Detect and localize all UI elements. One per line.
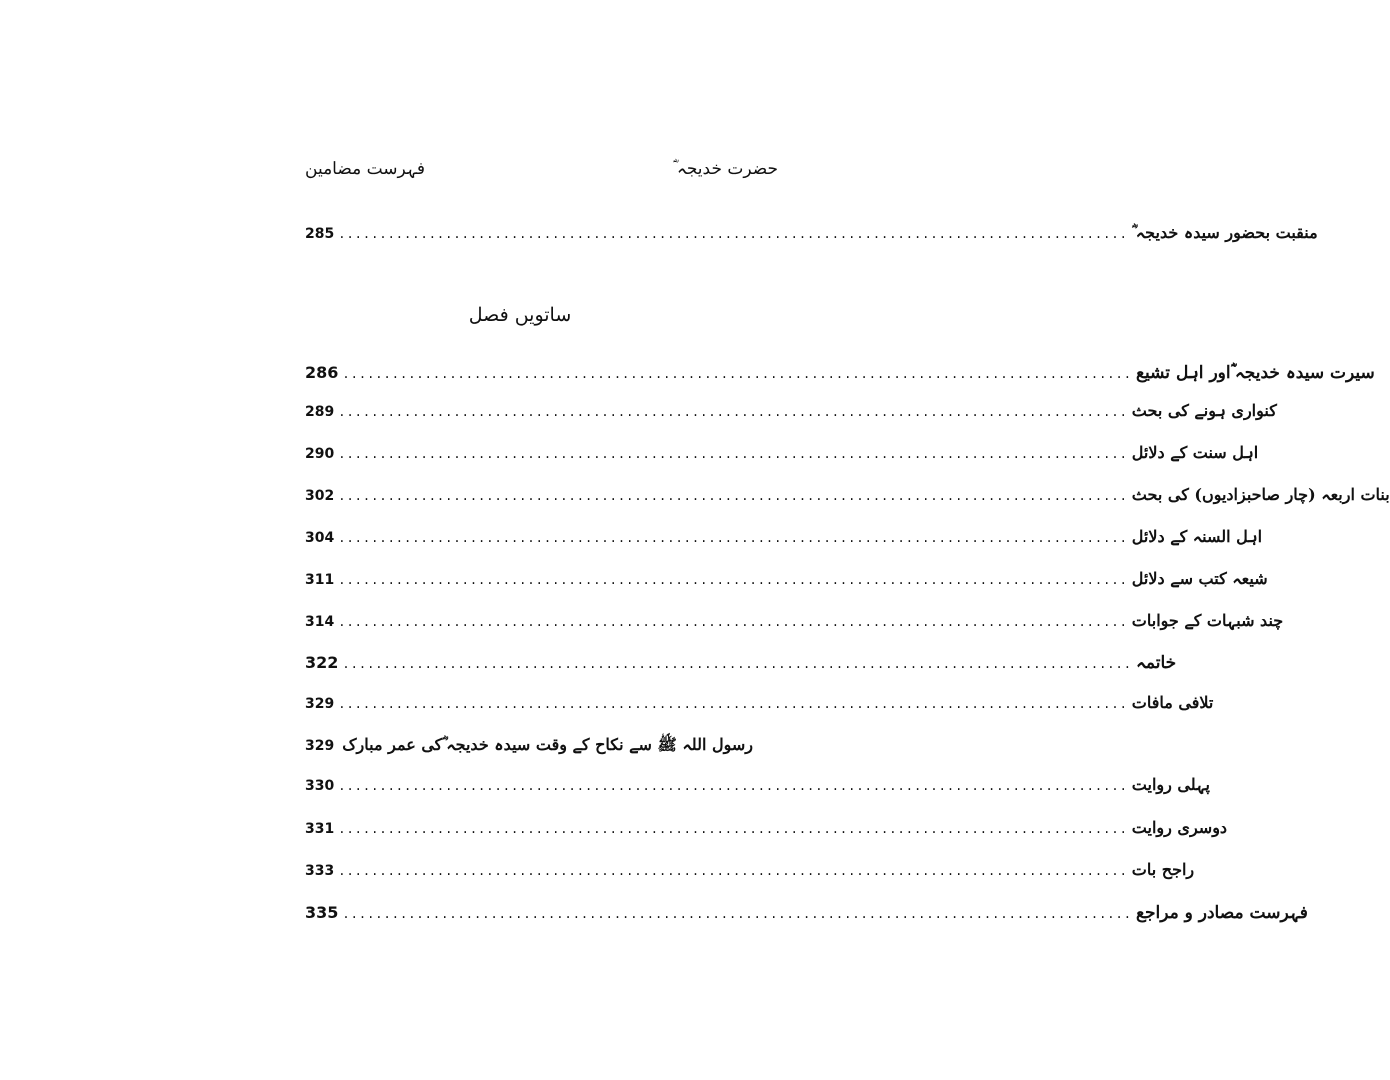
toc-page-number: 335 (305, 903, 339, 922)
dot-leader: ................................................................................................ (342, 367, 1132, 381)
toc-page-number: 314 (305, 614, 335, 630)
toc-entry (305, 650, 1177, 676)
dot-leader: ................................................................................................ (338, 697, 1128, 711)
dot-leader: ................................................................................................ (338, 531, 1128, 545)
dot-leader: ................................................................................................ (338, 489, 1128, 503)
dot-leader: ................................................................................................ (338, 864, 1128, 878)
toc-page-number: 330 (305, 778, 335, 794)
toc-entry-title: چند شبہات کے جوابات (1131, 611, 1284, 630)
dot-leader: ................................................................................................ (338, 227, 1128, 241)
toc-page-number: 329 (305, 738, 335, 754)
dot-leader: ................................................................................................ (342, 657, 1132, 671)
dot-leader: ................................................................................................ (342, 907, 1132, 921)
toc-entry (305, 608, 1284, 634)
toc-entry-title: اہل السنہ کے دلائل (1131, 527, 1263, 546)
toc-entry-title: راجح بات (1131, 860, 1195, 879)
dot-leader: ................................................................................................ (338, 447, 1128, 461)
toc-entry-title: اہل سنت کے دلائل (1131, 443, 1259, 462)
toc-page-number: 302 (305, 488, 335, 504)
toc-entry-title: رسول اللہ ﷺ سے نکاح کے وقت سیدہ خدیجہ ؓکی عمر مبارک (342, 735, 753, 754)
toc-entry (305, 440, 1259, 466)
dot-leader: ................................................................................................ (338, 822, 1128, 836)
toc-page-number: 289 (305, 404, 335, 420)
toc-entry (305, 815, 1228, 841)
toc-entry (305, 482, 1390, 508)
dot-leader: ................................................................................................ (338, 615, 1128, 629)
toc-entry (305, 566, 1268, 592)
toc-entry (305, 524, 1263, 550)
toc-page-number: 304 (305, 530, 335, 546)
toc-entry (305, 732, 753, 758)
toc-page-number: 311 (305, 572, 335, 588)
toc-page-number: 333 (305, 863, 335, 879)
toc-entry (305, 857, 1195, 883)
toc-page-number: 331 (305, 821, 335, 837)
toc-entry-title: خاتمہ (1135, 653, 1177, 673)
toc-entry (305, 690, 1214, 716)
toc-entry (305, 772, 1210, 798)
toc-entry-title: شیعہ کتب سے دلائل (1131, 569, 1268, 588)
toc-page-number: 290 (305, 446, 335, 462)
toc-entry-title: پہلی روایت (1131, 775, 1210, 794)
toc-entry-title: سیرت سیدہ خدیجہ ؓاور اہل تشیع (1135, 363, 1375, 383)
running-header-book-title: حضرت خدیجہ ؓ (672, 159, 778, 179)
toc-entry (305, 398, 1277, 424)
chapter-heading: ساتویں فصل (468, 304, 572, 326)
running-header-section-title: فہرست مضامین (305, 159, 426, 179)
toc-entry-title: کنواری ہونے کی بحث (1131, 401, 1277, 420)
dot-leader: ................................................................................................ (338, 573, 1128, 587)
toc-entry (305, 360, 1375, 386)
toc-entry-title: تلافی مافات (1131, 693, 1214, 712)
toc-page-number: 286 (305, 363, 339, 382)
toc-page-number: 285 (305, 226, 335, 242)
toc-entry-title: بنات اربعہ (چار صاحبزادیوں) کی بحث (1131, 485, 1390, 504)
toc-entry-manqabat (305, 220, 1318, 246)
toc-page-number: 329 (305, 696, 335, 712)
toc-entry-title: دوسری روایت (1131, 818, 1228, 837)
toc-entry-title: منقبت بحضور سیدہ خدیجہ ؓ (1131, 223, 1318, 242)
dot-leader: ................................................................................................ (338, 779, 1128, 793)
toc-entry (305, 900, 1308, 926)
toc-page-number: 322 (305, 653, 339, 672)
toc-entry-title: فہرست مصادر و مراجع (1135, 903, 1308, 923)
dot-leader: ................................................................................................ (338, 405, 1128, 419)
